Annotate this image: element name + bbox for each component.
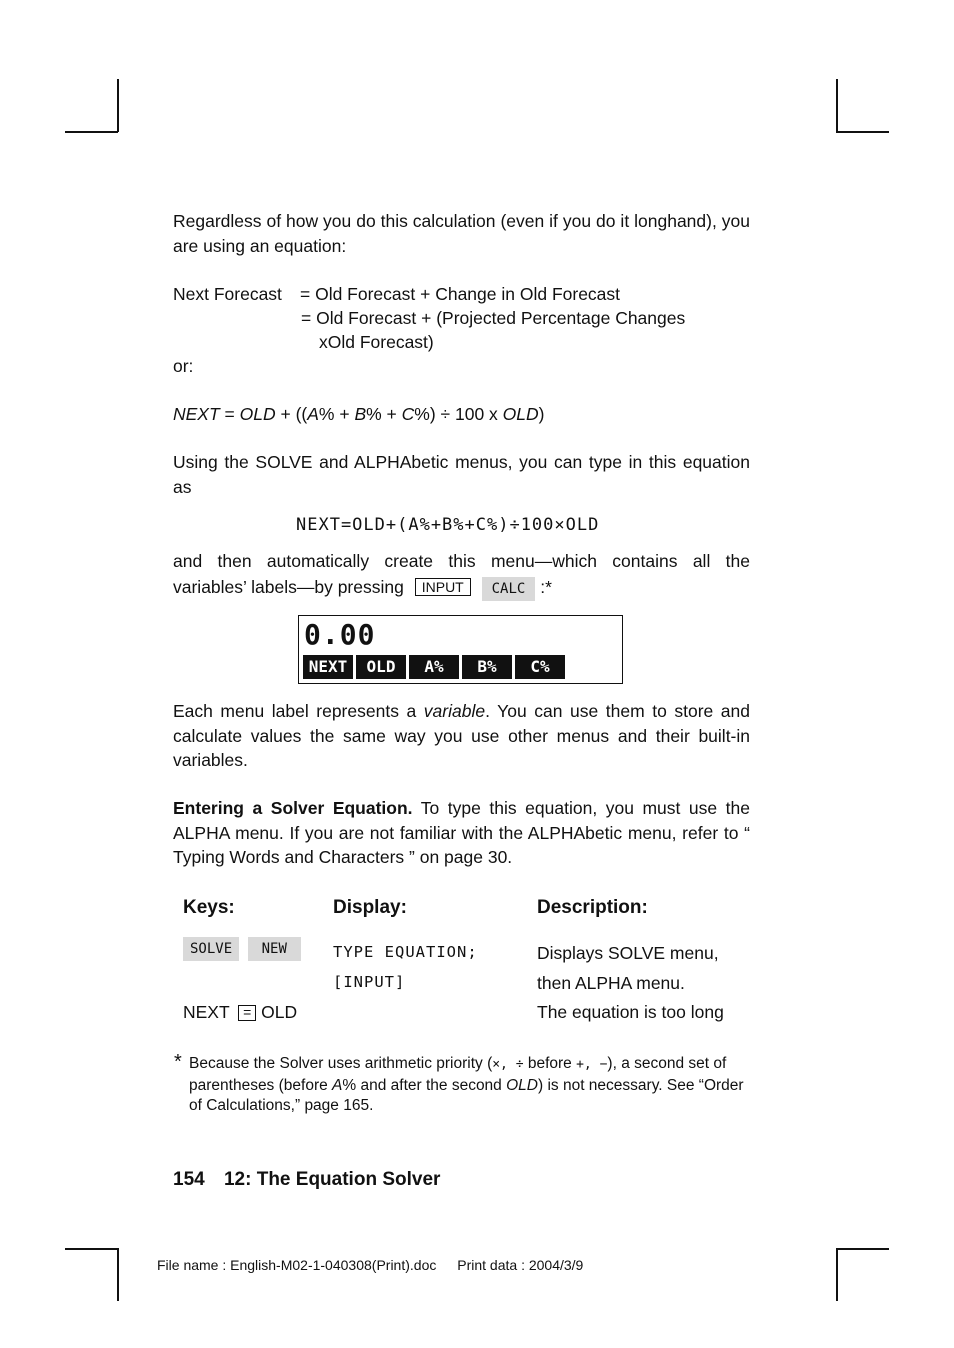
solve-softkey[interactable]: SOLVE: [183, 937, 239, 961]
solve-paragraph: Using the SOLVE and ALPHAbetic menus, you can type in this equation as: [173, 452, 750, 497]
menu-key-next[interactable]: NEXT: [303, 655, 353, 679]
formula-var-old: OLD: [239, 404, 276, 424]
menu-bar: [303, 655, 565, 679]
formula-text: =: [219, 404, 240, 424]
section-heading: Entering a Solver Equation.: [173, 798, 413, 818]
display-line-2: [INPUT]: [333, 973, 406, 991]
menu-key-old[interactable]: OLD: [356, 655, 406, 679]
row1-description: [537, 938, 719, 998]
formula-text: ): [538, 404, 545, 424]
equation-line-2: = Old Forecast + (Projected Percentage Changes: [301, 308, 686, 328]
formula-var-b: B: [354, 404, 367, 424]
equation-lhs: Next Forecast: [173, 284, 282, 304]
row1-display: [333, 937, 478, 997]
row1-keys: [183, 937, 301, 961]
menu-key-a-percent[interactable]: A%: [409, 655, 459, 679]
new-softkey[interactable]: NEW: [248, 937, 301, 961]
description-header: Description:: [537, 897, 648, 918]
crop-mark-top-left-vertical: [117, 79, 119, 132]
formula-var-c: C: [401, 404, 415, 424]
menu-key-c-percent[interactable]: C%: [515, 655, 565, 679]
paragraph-text: Each menu label represents a: [173, 701, 424, 721]
equation-display-text: NEXT=OLD+(A%+B%+C%)÷100×OLD: [296, 515, 600, 535]
calculator-display: [298, 615, 623, 684]
description-line-2: then ALPHA menu.: [537, 973, 685, 993]
menu-key-b-percent[interactable]: B%: [462, 655, 512, 679]
print-footer: [157, 1257, 583, 1273]
footnote-part: before: [523, 1055, 577, 1072]
crop-mark-bottom-left-horizontal: [65, 1248, 118, 1250]
formula-var-a: A: [307, 404, 319, 424]
symbolic-formula: [173, 402, 750, 427]
operator-symbols: ×, ÷: [492, 1057, 524, 1072]
print-date: Print data : 2004/3/9: [457, 1257, 584, 1273]
page-footer: [173, 1169, 440, 1191]
display-header: Display:: [333, 897, 407, 918]
menu-paragraph-line-2: [173, 575, 750, 601]
paragraph-text: . You can use them to store and calculate values the same way you use other menus and their built-in variables.: [173, 701, 750, 770]
file-name: File name : English-M02-1-040308(Print).doc: [157, 1257, 437, 1273]
footnote-part: ), a second set of parentheses (before: [189, 1055, 727, 1094]
formula-text: + ((: [275, 404, 308, 424]
menu-paragraph-line-1: and then automatically create this menu—which contains all the: [173, 551, 750, 571]
crop-mark-bottom-right-vertical: [836, 1248, 838, 1301]
calc-softkey[interactable]: CALC: [482, 577, 536, 601]
footnote-marker: *: [174, 1051, 182, 1073]
variable-term: variable: [423, 701, 486, 721]
formula-var-old: OLD: [502, 404, 539, 424]
formula-text: % +: [318, 404, 355, 424]
display-line-1: TYPE EQUATION;: [333, 943, 478, 961]
crop-mark-bottom-left-vertical: [117, 1248, 119, 1301]
footnote-italic: OLD: [506, 1076, 538, 1094]
entering-paragraph: [173, 796, 750, 870]
formula-text: %) ÷ 100 x: [414, 404, 503, 424]
footnote-part: % and after the second: [342, 1076, 507, 1094]
variable-paragraph: [173, 699, 750, 773]
menu-paragraph-text: variables’ labels—by pressing: [173, 577, 404, 597]
formula-var-next: NEXT: [173, 404, 220, 424]
crop-mark-bottom-right-horizontal: [836, 1248, 889, 1250]
chapter-title: 12: The Equation Solver: [223, 1169, 441, 1190]
crop-mark-top-right-horizontal: [836, 131, 889, 133]
keys-header: Keys:: [183, 897, 235, 918]
footnote-italic: A: [332, 1076, 343, 1094]
formula-text: % +: [366, 404, 402, 424]
typed-text: OLD: [261, 1002, 298, 1022]
footnote-part: ) is not necessary. See “Order of Calculations,” page 165.: [189, 1076, 744, 1114]
crop-mark-top-right-vertical: [836, 79, 838, 132]
operator-symbols: +, −: [576, 1057, 608, 1072]
intro-paragraph: Regardless of how you do this calculation (even if you do it longhand), you are using an equation:: [173, 211, 750, 256]
footnote-ref: :*: [540, 577, 552, 597]
input-key[interactable]: INPUT: [415, 578, 471, 596]
page-number: 154: [173, 1169, 205, 1190]
equation-line-1: = Old Forecast + Change in Old Forecast: [300, 284, 621, 304]
row2-keys: [183, 1000, 297, 1024]
footnote-part: Because the Solver uses arithmetic priority (: [189, 1055, 493, 1072]
display-value: 0.00: [304, 618, 376, 651]
description-line-1: Displays SOLVE menu,: [537, 943, 719, 963]
footnote-text: [189, 1054, 749, 1117]
crop-mark-top-left-horizontal: [65, 131, 118, 133]
word-equation: [173, 282, 750, 355]
row2-description: The equation is too long: [537, 1002, 724, 1022]
paragraph-text: To type this equation, you must use the ALPHA menu. If you are not familiar with the ALPHAbetic menu, refer to “ Typing Words and Characters ” on page 30.: [173, 798, 751, 867]
equation-line-3: xOld Forecast): [319, 332, 434, 352]
or-label: or:: [173, 356, 194, 376]
typed-text: NEXT: [183, 1002, 230, 1022]
equals-key[interactable]: =: [238, 1005, 256, 1021]
